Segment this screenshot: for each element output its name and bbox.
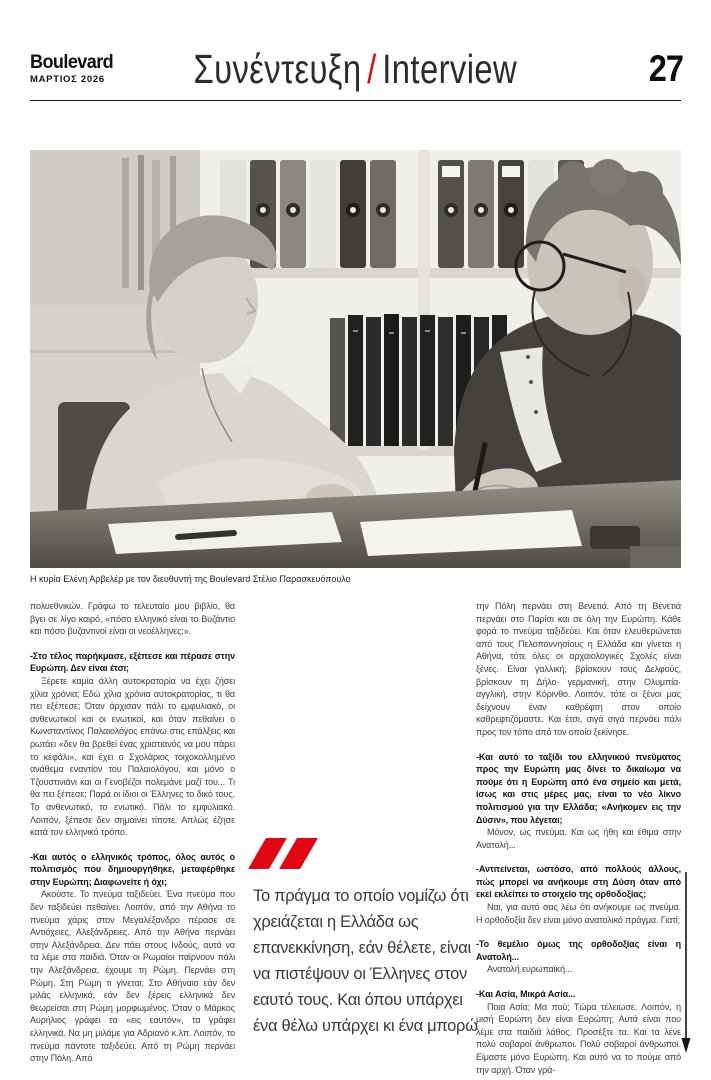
interview-answer: Μόνον, ως πνεύμα. Και ως ήθη και έθιμα στην Ανατολή... bbox=[476, 827, 681, 850]
interview-answer: Ακούστε. Το πνεύμα ταξιδεύει. Ένα πνεύμα που δεν ταξιδεύει πεθαίνει. Λοιπόν, από την Αθήνα το πνεύμα χάρις στον Μεγαλέξανδρο πέρασε σε Αντιόχειες, Αλεξάνδρειες. Από την Αθήνα περνάει στην Αλεξάνδρεια. Δεν πάει στους Ινδούς, αυτά να τα λέμε στα παιδιά. Όταν οι Ρωμαίοι παίρνουν πάλι την Αλεξάνδρεια, έχουμε τη Ρώμη. Περνάει στη Ρώμη. Στη Ρώμη τι γίνεται; Στο Αθήναιο εάν δεν μιλάς ελληνικά, εάν δεν ξέρεις ελληνικά δεν θεωρείσαι στη Ρώμη μορφωμένος. Όταν ο Μάρκος Αυρήλιος γράφει τα «εις εαυτόν», τα γράφει ελληνικά. Να μη μιλάμε για Αδριανό κ.λπ. Λοιπόν, το πνεύμα πάντοτε ταξιδεύει. Από τη Ρώμη περνάει στην Πόλη. Από bbox=[30, 889, 235, 1064]
interview-question: -Και αυτός ο ελληνικός τρόπος, όλος αυτός ο πολιτισμός που δημιουργήθηκε, μεταφέρθηκε στην Ευρώπη; Διαφωνείτε ή όχι; bbox=[30, 851, 235, 887]
pull-quote bbox=[253, 838, 483, 1039]
article-body bbox=[30, 600, 681, 1075]
interview-answer: Ναι, για αυτό σας λέω ότι ανήκουμε ως πνεύμα. Η ορθοδοξία δεν είναι μόνο ανατολικό πράγμα. Γιατί; bbox=[476, 902, 681, 925]
article-paragraph: την Πόλη περνάει στη Βενετιά. Από τη Βενετιά περνάει στο Παρίσι και σε όλη την Ευρώπη. Κάθε φορά το πνεύμα ταξιδεύει. Και όταν ελευθερώνεται από τους Πελοποννησίους η Ελλάδα και γίνεται η Αθήνα, τότε όλες οι αρχαιολογικές Σχολές είναι ξένες. Είναι γαλλική, βρίσκουν τους Δελφούς, βρίσκουν τη Δήλο· γερμανική, στην Ολυμπία· αγγλική, στην Κόρινθο. Λοιπόν, τότε οι ξένοι μας δείχνουν έναν καθρέφτη στον οποίο καθρεφτιζόμαστε. Και έτσι, σιγά σιγά περνάει πάλι προς τον τόπο από τον οποίο ξεκίνησε. bbox=[476, 601, 681, 737]
article-column-2 bbox=[253, 600, 478, 1058]
interview-answer: Ποια Ασία; Μα πού; Τώρα τέλειωσε. Λοιπόν, η μισή Ευρώπη δεν είναι Ευρώπη; Αυτά είναι που λέμε στα παιδιά λάθος. Προσέξτε τα. Και τα λένε πολύ σοβαροί άνθρωποι. Πολύ σοβαροί άνθρωποι. Είμαστε μόνο Ευρώπη. Και αυτό να το πούμε από την αρχή. Όταν γρά- bbox=[476, 1001, 681, 1075]
header-rule bbox=[30, 100, 681, 101]
page-number: 27 bbox=[648, 48, 683, 89]
title-slash: / bbox=[367, 46, 377, 92]
interview-photo bbox=[30, 150, 681, 568]
section-title-greek: Συνέντευξη bbox=[193, 46, 362, 92]
interview-answer: Ανατολή ευρωπαϊκή... bbox=[487, 964, 573, 975]
brand-logo: Boulevard bbox=[30, 52, 114, 73]
interview-photo-graphic bbox=[30, 150, 681, 568]
interview-answer: Ξέρετε καμία άλλη αυτοκρατορία να έχει ζήσει χίλια χρόνια; Εδώ χίλια χρόνια αυτοκρατορίας, τι θα πει εξέπεσε; Όταν άρχισαν πάλι το εμφυλιακό, οι ανθενωτικοί και οι ενωτικοί, και όταν πεθαίνει ο Κωνσταντίνος Παλαιολόγος επάνω στις επάλξεις και ρωτάει «δεν θα βρεθεί ένας χριστιανός να μου πάρει το κεφάλι», και έχει ο Σχολάριος τοιχοκολλημένο ανάθεμα εναντίον του Παλαιολόγου, και μόνο ο Τζουστινιάνι και οι Γενοβέζοι πολεμάνε μαζί του... Τι θα πει ξέπεσε; Παρά οι ίδιοι οι Έλληνες το δικό τους. Το ανθενωτικό, το ενωτικό. Πάλι το εμφυλιακό. Λοιπόν, ξέπεσε δεν σημαίνει τίποτε. Απλώς έζησε κατά τον ελληνικό τρόπο. bbox=[30, 675, 235, 838]
interview-question: -Αντιτείνεται, ωστόσο, από πολλούς άλλους, πώς μπορεί να ανήκουμε στη Δύση όταν από εκεί εκλείπει το στοιχείο της ορθοδοξίας; bbox=[476, 864, 681, 900]
issue-date: ΜΑΡΤΙΟΣ 2026 bbox=[30, 74, 105, 85]
section-title bbox=[0, 46, 711, 93]
interview-question: -Και αυτό το ταξίδι του ελληνικού πνεύματος προς την Ευρώπη μας δίνει το δικαίωμα να πούμε ότι η Ευρώπη από ένα σημείο και μετά, ίσως και στις μέρες μας, είναι το νέο λίκνο πολιτισμού για την Ελλάδα; «Ανήκομεν εις την Δύσιν», που λέγεται; bbox=[476, 751, 681, 825]
section-title-english: Interview bbox=[382, 46, 518, 92]
interview-question: -Το θεμέλιο όμως της ορθοδοξίας είναι η Ανατολή... bbox=[476, 939, 681, 962]
article-column-1 bbox=[30, 600, 235, 1064]
pull-quote-text: Το πράγμα το οποίο νομίζω ότι χρειάζεται η Ελλάδα ως επανεκκίνηση, εάν θέλετε, είναι να πιστέψουν οι Έλληνες στον εαυτό τους. Και όπου υπάρχει ένα θέλω υπάρχει κι ένα μπορώ bbox=[253, 887, 478, 1035]
article-paragraph: πολυεθνικών. Γράφω το τελευταίο μου βιβλίο, θα βγει σε λίγο καιρό, «πόσο ελληνικό είναι το Βυζάντιο και πόσο βυζαντινοί είναι οι νεοέλληνες;». bbox=[30, 601, 235, 637]
continuation-arrow-icon bbox=[681, 872, 691, 1054]
article-column-3 bbox=[476, 600, 681, 1075]
quote-marks-icon bbox=[257, 838, 483, 874]
interview-question: -Στο τέλος παρήκμασε, εξέπεσε και πέρασε στην Ευρώπη. Δεν είναι έτσι; bbox=[30, 650, 235, 674]
interview-question: -Και Ασία, Μικρά Ασία... bbox=[476, 989, 576, 1000]
photo-caption: Η κυρία Ελένη Αρβελέρ με τον διευθυντή της Boulevard Στέλιο Παρασκευόπουλο bbox=[30, 574, 351, 584]
